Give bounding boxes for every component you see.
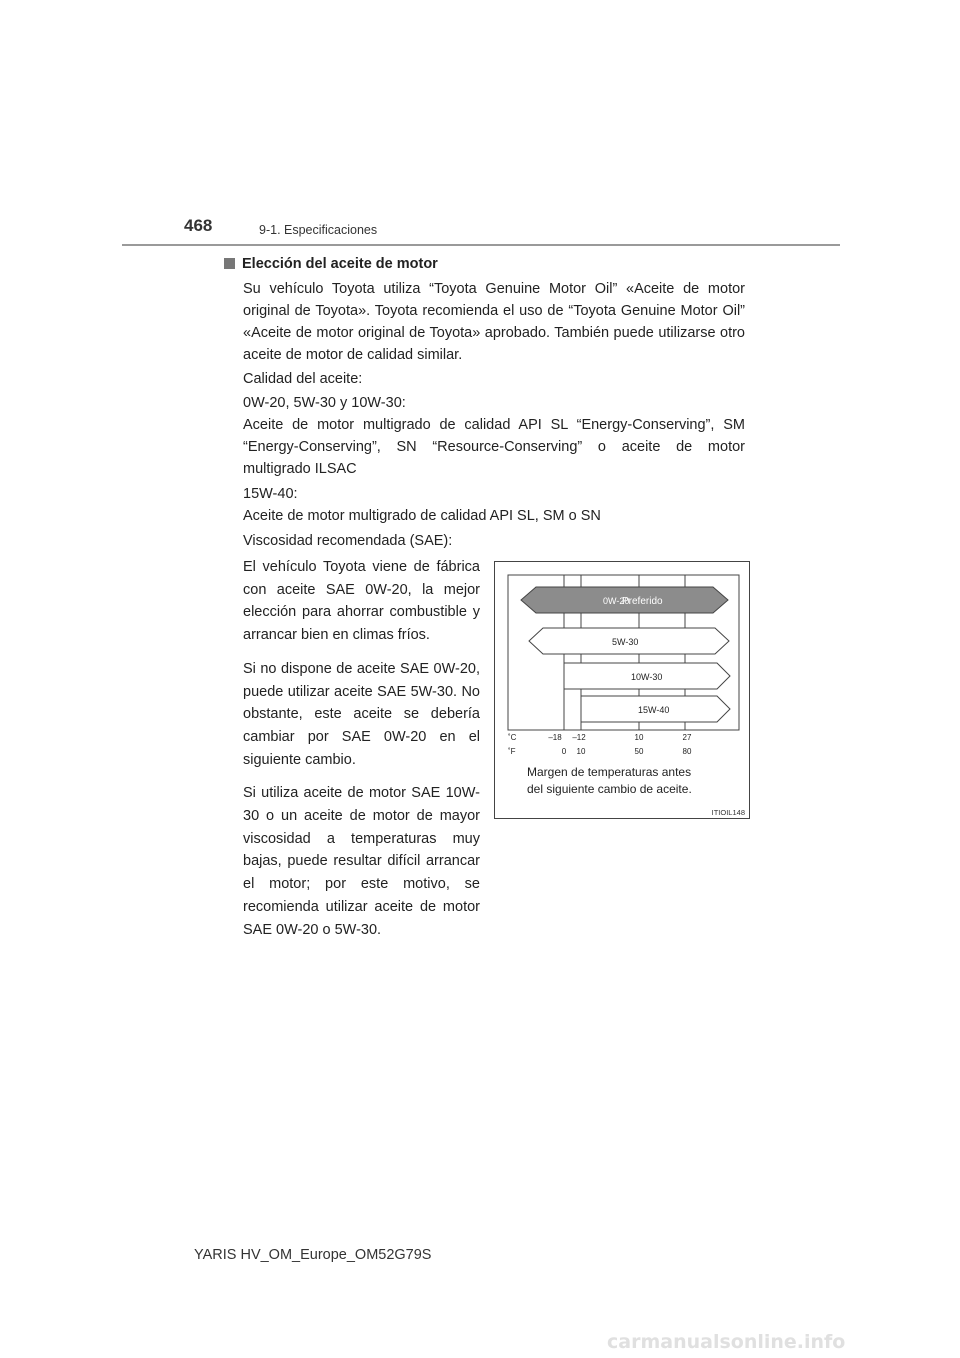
grades-2-label: 15W-40: [243,486,298,502]
square-bullet-icon [224,258,235,269]
viscosity-diagram [494,561,750,819]
celsius-tick: –18 [548,733,562,742]
bar-15w40-label: 15W-40 [638,705,670,715]
fahrenheit-unit: ˚F [508,747,516,756]
bar-5w30-label: 5W-30 [612,637,639,647]
bar-0w20-note: Preferido [622,596,663,607]
paragraph-cold-start: Si utiliza aceite de motor SAE 10W-30 o un aceite de motor de mayor viscosidad a temperaturas muy bajas, puede resultar difícil arrancar el motor; por este motivo, se recomienda utilizar aceite de motor SAE 0W-20 o 5W-30. [243,785,480,938]
grades-1-text: Aceite de motor multigrado de calidad API SL “Energy-Conserving”, SM “Energy-Conserving”, SN “Resource-Conserving” o aceite de motor multigrado ILSAC [243,417,745,477]
celsius-unit: ˚C [508,733,517,742]
paragraph-factory-oil: El vehículo Toyota viene de fábrica con aceite SAE 0W-20, la mejor elección para ahorrar combustible y arrancar bien en climas fríos. [243,559,480,644]
viscosity-diagram-svg [495,562,749,818]
grades-2-text: Aceite de motor multigrado de calidad API SL, SM o SN [243,508,601,524]
bar-10w30-label: 10W-30 [631,672,663,682]
celsius-tick: 27 [682,733,692,742]
diagram-caption-line1: Margen de temperaturas antes [527,765,692,779]
fahrenheit-tick: 80 [682,747,692,756]
diagram-caption-line2: del siguiente cambio de aceite. [527,782,692,796]
grades-1-label: 0W-20, 5W-30 y 10W-30: [243,395,406,411]
viscosity-label: Viscosidad recomendada (SAE): [243,533,453,549]
fahrenheit-tick: 50 [634,747,644,756]
figure-code: ITIOIL148 [711,808,745,817]
viscosity-text-column [243,556,480,952]
page-number: 468 [184,216,213,235]
header-rule [122,244,840,246]
bar-0w20-grade: 0W-20 [603,596,630,606]
paragraph-alternative-oil: Si no dispone de aceite SAE 0W-20, puede utilizar aceite SAE 5W-30. No obstante, este aceite se debería cambiar por SAE 0W-20 en el siguiente cambio. [243,660,480,768]
celsius-tick: 10 [634,733,644,742]
section-heading-text: Elección del aceite de motor [242,256,438,272]
section-title: 9-1. Especificaciones [259,223,378,237]
fahrenheit-tick: 10 [576,747,586,756]
oil-quality-label: Calidad del aceite: [243,371,363,387]
section-heading [224,256,438,272]
document-footer: YARIS HV_OM_Europe_OM52G79S [194,1247,432,1263]
celsius-tick: –12 [572,733,586,742]
watermark: carmanualsonline.info [607,1331,846,1353]
fahrenheit-tick: 0 [561,747,567,756]
intro-paragraph: Su vehículo Toyota utiliza “Toyota Genuine Motor Oil” «Aceite de motor original de Toyota». Toyota recomienda el uso de “Toyota Genuine Motor Oil” «Aceite de motor original de Toyota» aprobado. También puede utilizarse otro aceite de motor de calidad similar. [243,281,745,363]
